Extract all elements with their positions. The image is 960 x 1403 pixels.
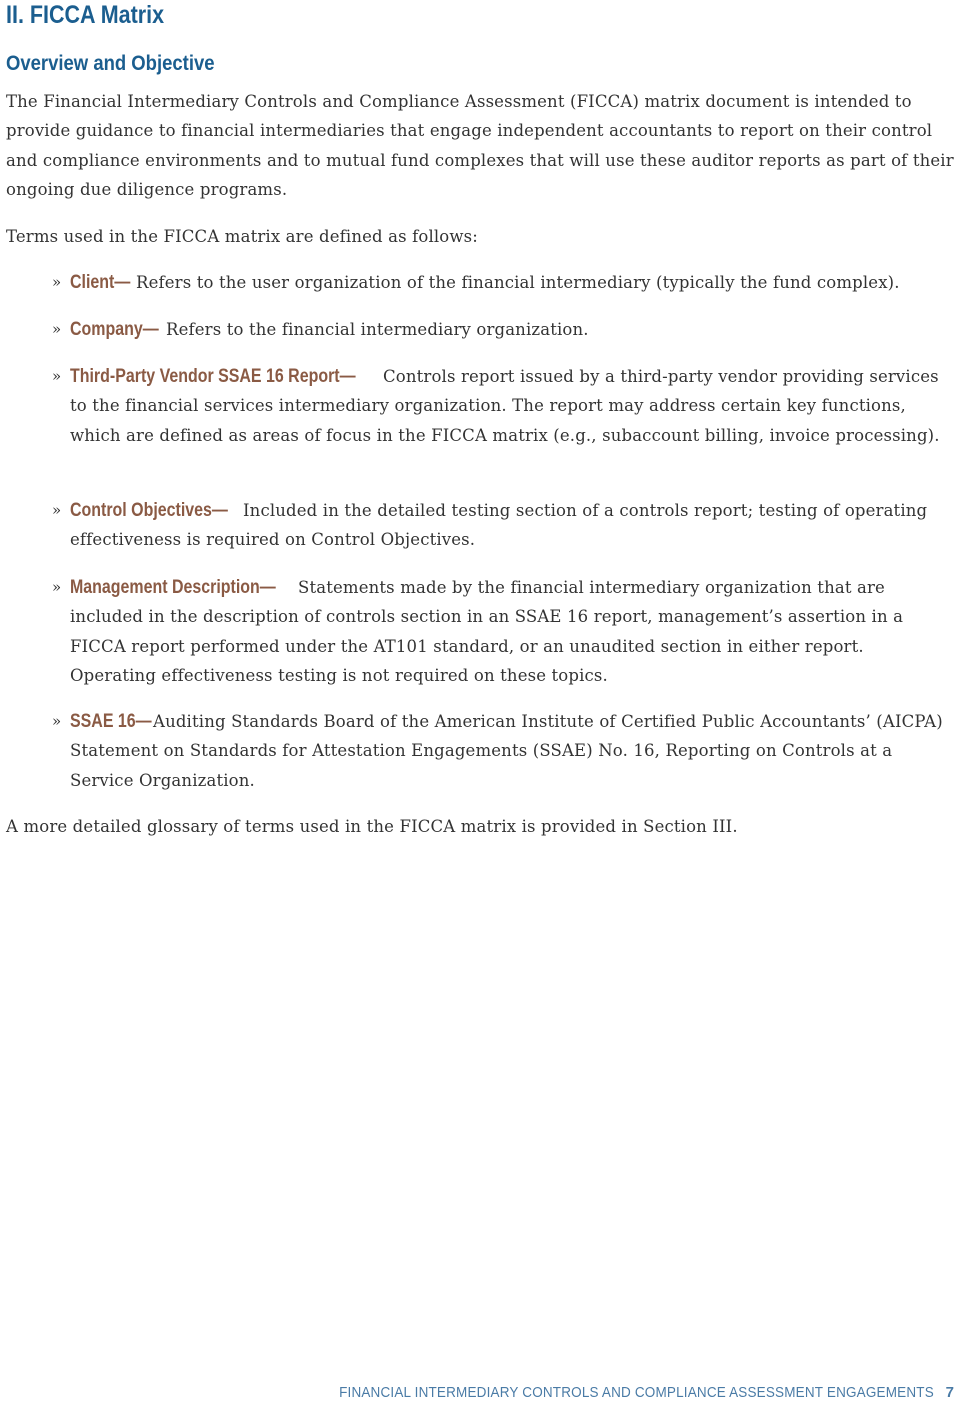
definition-term: SSAE 16— xyxy=(70,711,152,732)
definition-term: Client— xyxy=(70,272,131,293)
page-number: 7 xyxy=(945,1384,954,1401)
definition-term: Management Description— xyxy=(70,577,276,598)
definition-text: Refers to the user organization of the financial intermediary (typically the fund complex). xyxy=(136,273,900,292)
definition-client xyxy=(52,268,954,297)
bullet-icon: » xyxy=(52,320,62,338)
definition-ssae-16 xyxy=(52,707,954,795)
definition-text: Refers to the financial intermediary organization. xyxy=(166,320,589,339)
definition-text: Controls report issued by a third-party vendor providing services to the financial services intermediary organization. The report may address certain key functions, which are defined as areas of focus in the FICCA matrix (e.g., subaccount billing, invoice processing). xyxy=(70,367,940,445)
definition-management-description xyxy=(52,573,954,690)
overview-heading: Overview and Objective xyxy=(6,52,215,75)
definition-company xyxy=(52,315,954,344)
footer-title: FINANCIAL INTERMEDIARY CONTROLS AND COMPLIANCE ASSESSMENT ENGAGEMENTS xyxy=(338,1384,934,1401)
intro-paragraph: The Financial Intermediary Controls and Compliance Assessment (FICCA) matrix document is intended to provide guidance to financial intermediaries that engage independent accountants to report on their control and compliance environments and to mutual fund complexes that will use these auditor reports as part of their ongoing due diligence programs. xyxy=(6,92,954,199)
terms-intro: Terms used in the FICCA matrix are defined as follows: xyxy=(6,227,478,246)
definition-third-party-vendor xyxy=(52,362,954,450)
definition-text: Included in the detailed testing section of a controls report; testing of operating effectiveness is required on Control Objectives. xyxy=(70,501,928,550)
definition-term: Company— xyxy=(70,319,159,340)
definition-control-objectives xyxy=(52,496,954,555)
bullet-icon: » xyxy=(52,273,62,291)
bullet-icon: » xyxy=(52,578,62,596)
definition-term: Control Objectives— xyxy=(70,500,228,521)
bullet-icon: » xyxy=(52,367,62,385)
section-title: II. FICCA Matrix xyxy=(6,1,165,29)
definition-text: Auditing Standards Board of the American Institute of Certified Public Accountants’ (AICPA) Statement on Standards for Attestation Engagements (SSAE) No. 16, Reporting on Controls at a Service Organization. xyxy=(70,712,943,790)
bullet-icon: » xyxy=(52,712,62,730)
page-footer xyxy=(273,1383,954,1403)
closing-paragraph: A more detailed glossary of terms used in the FICCA matrix is provided in Section III. xyxy=(6,817,738,836)
definition-term: Third-Party Vendor SSAE 16 Report— xyxy=(70,366,356,387)
bullet-icon: » xyxy=(52,501,62,519)
definition-text: Statements made by the financial intermediary organization that are included in the description of controls section in an SSAE 16 report, management’s assertion in a FICCA report performed under the AT101 standard, or an unaudited section in either report. Operating effectiveness testing is not required on these topics. xyxy=(70,578,904,685)
